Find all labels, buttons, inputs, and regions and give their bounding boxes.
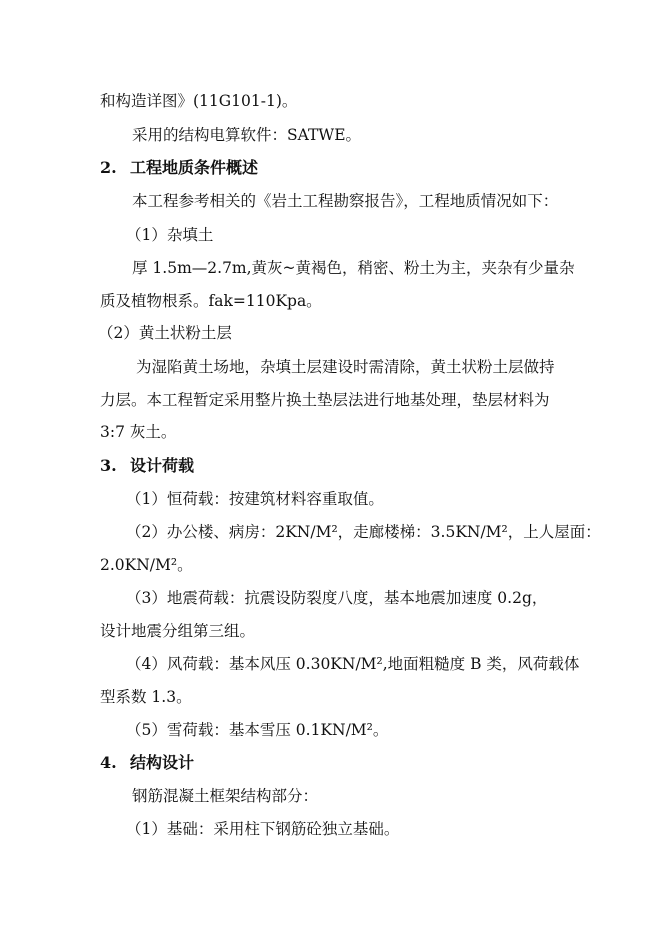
text-line-22: 钢筋混凝土框架结构部分： (132, 787, 319, 805)
text-line-19: 型系数 1.3。 (100, 688, 192, 706)
text-line-15: 2.0KN/M²。 (100, 556, 193, 574)
section-number: 4. (100, 753, 117, 772)
text-line-5: （1）杂填土 (126, 226, 214, 244)
text-line-18: （4）风荷载：基本风压 0.30KN/M²,地面粗糙度 B 类，风荷载体 (126, 655, 580, 673)
text-line-14: （2）办公楼、病房：2KN/M²，走廊楼梯：3.5KN/M²，上人屋面： (126, 523, 601, 541)
section-number: 2. (100, 158, 117, 177)
section-heading-4 (100, 753, 194, 773)
text-line-17: 设计地震分组第三组。 (100, 622, 256, 640)
text-line-6: 厚 1.5m—2.7m,黄灰~黄褐色，稍密、粉土为主，夹杂有少量杂 (132, 259, 575, 277)
section-title: 工程地质条件概述 (130, 158, 259, 177)
section-number: 3. (100, 456, 117, 475)
section-heading-2 (100, 158, 258, 178)
section-title: 设计荷载 (130, 456, 195, 475)
text-line-23: （1）基础：采用柱下钢筋砼独立基础。 (126, 820, 400, 838)
text-line-13: （1）恒荷载：按建筑材料容重取值。 (126, 490, 384, 508)
text-line-10: 力层。本工程暂定采用整片换土垫层法进行地基处理，垫层材料为 (100, 391, 550, 409)
text-line-9: 为湿陷黄土场地，杂填土层建设时需清除，黄土状粉土层做持 (136, 358, 555, 376)
text-line-1: 和构造详图》(11G101-1)。 (100, 92, 298, 110)
text-line-8: （2）黄土状粉土层 (98, 324, 232, 342)
section-title: 结构设计 (130, 753, 195, 772)
text-line-2: 采用的结构电算软件：SATWE。 (132, 126, 362, 144)
text-line-16: （3）地震荷载：抗震设防裂度八度，基本地震加速度 0.2g， (126, 589, 548, 607)
text-line-7: 质及植物根系。fak=110Kpa。 (100, 292, 322, 310)
text-line-4: 本工程参考相关的《岩土工程勘察报告》，工程地质情况如下： (132, 192, 559, 210)
text-line-20: （5）雪荷载：基本雪压 0.1KN/M²。 (126, 721, 389, 739)
text-line-11: 3:7 灰土。 (100, 423, 177, 441)
section-heading-3 (100, 456, 194, 476)
